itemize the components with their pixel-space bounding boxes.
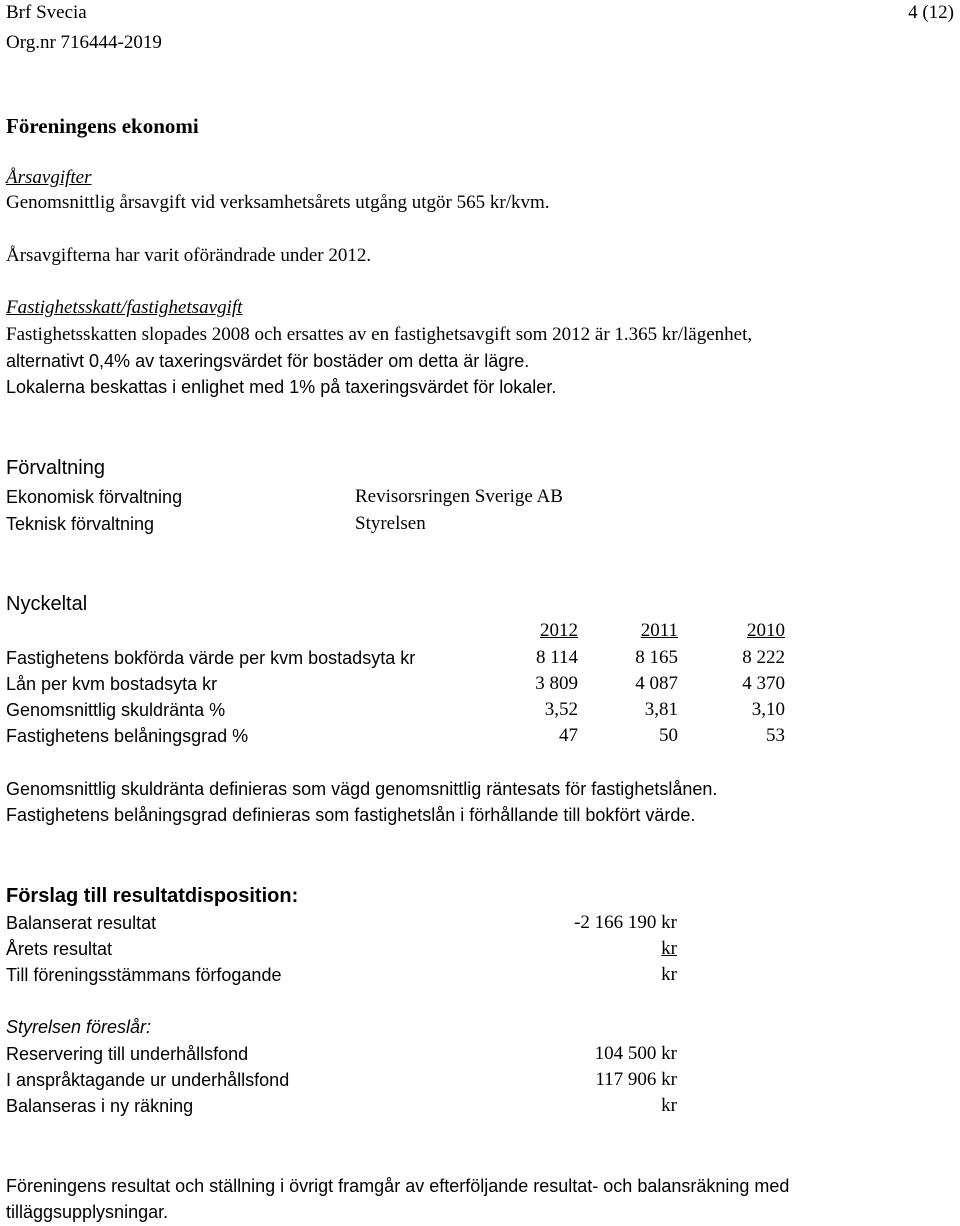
disposition-label: Årets resultat (6, 939, 113, 959)
key-figure-value: 47 (559, 725, 578, 746)
fees-text: Årsavgifterna har varit oförändrade under 2012. (6, 245, 372, 266)
tax-text: alternativt 0,4% av taxeringsvärdet för bostäder om detta är lägre. (6, 351, 530, 371)
key-figure-label: Fastighetens belåningsgrad % (6, 726, 249, 746)
key-figure-value: 8 222 (742, 647, 785, 668)
board-proposal-heading: Styrelsen föreslår: (6, 1017, 152, 1037)
tax-text: Fastighetsskatten slopades 2008 och ersattes av en fastighetsavgift som 2012 är 1.365 kr/lägenhet, (6, 324, 753, 345)
key-figure-value: 3 809 (535, 673, 578, 694)
key-figure-value: 50 (659, 725, 678, 746)
year-header: 2011 (640, 620, 678, 641)
board-proposal-value: 104 500 kr (594, 1043, 677, 1064)
section-heading-key-figures: Nyckeltal (6, 593, 88, 615)
key-figure-value: 8 114 (535, 647, 578, 668)
key-figure-note: Genomsnittlig skuldränta definieras som vägd genomsnittlig räntesats för fastighetslånen. (6, 779, 718, 799)
key-figure-label: Genomsnittlig skuldränta % (6, 700, 226, 720)
fees-text: Genomsnittlig årsavgift vid verksamhetsårets utgång utgör 565 kr/kvm. (6, 192, 550, 213)
key-figure-value: 3,52 (544, 699, 578, 720)
board-proposal-label: Balanseras i ny räkning (6, 1096, 194, 1116)
key-figure-value: 3,81 (644, 699, 678, 720)
page-number: 4 (12) (908, 2, 954, 23)
management-value: Styrelsen (355, 513, 426, 534)
disposition-label: Till föreningsstämmans förfogande (6, 965, 282, 985)
key-figure-note: Fastighetens belåningsgrad definieras som fastighetslån i förhållande till bokfört värde. (6, 805, 696, 825)
management-label: Teknisk förvaltning (6, 514, 155, 534)
board-proposal-label: Reservering till underhållsfond (6, 1044, 249, 1064)
key-figure-value: 4 370 (742, 673, 785, 694)
key-figure-label: Fastighetens bokförda värde per kvm bostadsyta kr (6, 648, 416, 668)
closing-text: tilläggsupplysningar. (6, 1202, 169, 1222)
key-figure-value: 53 (766, 725, 785, 746)
disposition-label: Balanserat resultat (6, 913, 157, 933)
org-number: Org.nr 716444-2019 (6, 32, 162, 53)
disposition-value: -2 166 190 kr (574, 912, 677, 933)
key-figure-value: 4 087 (635, 673, 678, 694)
closing-text: Föreningens resultat och ställning i övrigt framgår av efterföljande resultat- och balansräkning med (6, 1176, 790, 1196)
key-figure-label: Lån per kvm bostadsyta kr (6, 674, 218, 694)
fees-heading: Årsavgifter (6, 167, 92, 188)
section-heading-economy: Föreningens ekonomi (6, 114, 199, 138)
management-value: Revisorsringen Sverige AB (355, 486, 563, 507)
section-heading-disposition: Förslag till resultatdisposition: (6, 885, 299, 907)
year-header: 2012 (540, 620, 578, 641)
disposition-value: kr (661, 938, 677, 959)
key-figure-value: 8 165 (635, 647, 678, 668)
board-proposal-label: I anspråktagande ur underhållsfond (6, 1070, 290, 1090)
tax-text: Lokalerna beskattas i enlighet med 1% på taxeringsvärdet för lokaler. (6, 377, 557, 397)
disposition-value: kr (661, 964, 677, 985)
section-heading-management: Förvaltning (6, 457, 105, 479)
board-proposal-value: kr (661, 1095, 677, 1116)
year-header: 2010 (747, 620, 785, 641)
management-label: Ekonomisk förvaltning (6, 487, 183, 507)
tax-heading: Fastighetsskatt/fastighetsavgift (6, 297, 243, 318)
org-name: Brf Svecia (6, 2, 87, 23)
board-proposal-value: 117 906 kr (595, 1069, 677, 1090)
key-figure-value: 3,10 (751, 699, 785, 720)
